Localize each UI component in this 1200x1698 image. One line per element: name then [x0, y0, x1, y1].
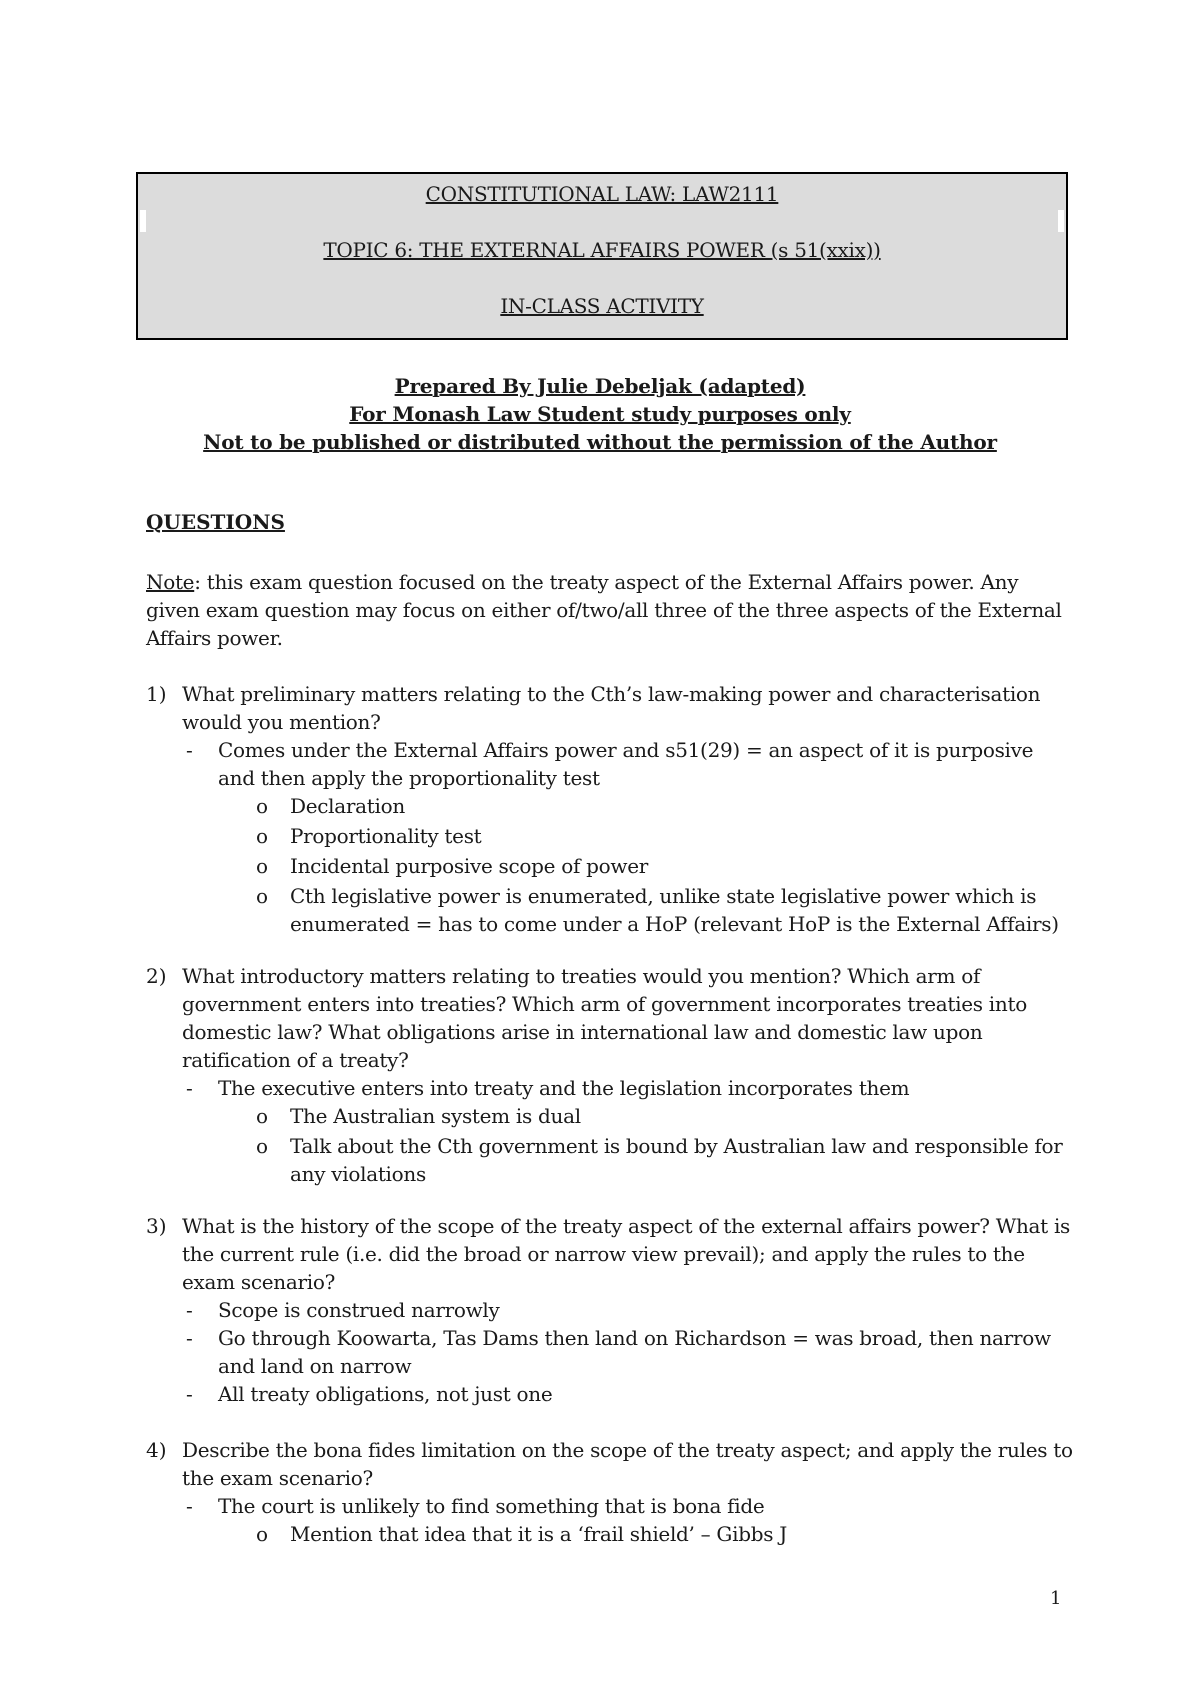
q3-dash1: Scope is construed narrowly [218, 1298, 500, 1322]
q2-sub2-line-1: Talk about the Cth government is bound by Australian law and responsible for [290, 1134, 1063, 1158]
topic-title: TOPIC 6: THE EXTERNAL AFFAIRS POWER (s 51(xxix)) [323, 238, 881, 262]
q4-number: 4) [146, 1438, 167, 1462]
q1-sub3: Incidental purposive scope of power [290, 854, 649, 878]
q3-line-1: What is the history of the scope of the treaty aspect of the external affairs power? What is [182, 1214, 1071, 1238]
note-line-2: given exam question may focus on either of/two/all three of the three aspects of the External [146, 598, 1062, 622]
q1-sub4-line-2: enumerated = has to come under a HoP (relevant HoP is the External Affairs) [290, 912, 1059, 936]
note-text-1: : this exam question focused on the treaty aspect of the External Affairs power. Any [194, 570, 1019, 594]
q1-line-2: would you mention? [182, 710, 381, 734]
q3-line-3: exam scenario? [182, 1270, 335, 1294]
q1-sub3-marker: o [256, 854, 269, 878]
q3-dash3-marker: - [186, 1382, 193, 1406]
q2-line-2: government enters into treaties? Which arm of government incorporates treaties into [182, 992, 1027, 1016]
q2-line-4: ratification of a treaty? [182, 1048, 409, 1072]
q3-dash1-marker: - [186, 1298, 193, 1322]
title-box [136, 172, 1068, 340]
note-line-1 [146, 568, 1018, 596]
q2-sub1: The Australian system is dual [290, 1104, 581, 1128]
q3-dash2-marker: - [186, 1326, 193, 1350]
q2-dash-marker: - [186, 1076, 193, 1100]
q1-dash-marker: - [186, 738, 193, 762]
q2-line-1: What introductory matters relating to treaties would you mention? Which arm of [182, 964, 981, 988]
q4-line-1: Describe the bona fides limitation on the scope of the treaty aspect; and apply the rules to [182, 1438, 1073, 1462]
q2-number: 2) [146, 964, 167, 988]
q4-dash1: The court is unlikely to find something that is bona fide [218, 1494, 765, 1518]
q4-sub1-marker: o [256, 1522, 269, 1546]
q1-sub1: Declaration [290, 794, 405, 818]
q1-dash1-line-1: Comes under the External Affairs power and s51(29) = an aspect of it is purposive [218, 738, 1034, 762]
box-edge-mark-right [1058, 210, 1064, 232]
q2-sub2-marker: o [256, 1134, 269, 1158]
q2-dash1: The executive enters into treaty and the legislation incorporates them [218, 1076, 910, 1100]
q3-dash2-line-2: and land on narrow [218, 1354, 412, 1378]
note-label: Note [146, 570, 195, 594]
note-line-3: Affairs power. [146, 626, 283, 650]
q1-sub4-marker: o [256, 884, 269, 908]
q1-line-1: What preliminary matters relating to the Cth’s law-making power and characterisation [182, 682, 1041, 706]
q1-dash1-line-2: and then apply the proportionality test [218, 766, 600, 790]
purpose-note: For Monash Law Student study purposes only [349, 402, 851, 426]
prepared-by: Prepared By Julie Debeljak (adapted) [394, 374, 806, 398]
questions-heading: QUESTIONS [146, 510, 285, 534]
q2-sub1-marker: o [256, 1104, 269, 1128]
page-number: 1 [1050, 1588, 1062, 1609]
q1-number: 1) [146, 682, 167, 706]
q1-sub2-marker: o [256, 824, 269, 848]
box-edge-mark-left [140, 210, 146, 232]
q4-dash-marker: - [186, 1494, 193, 1518]
course-title: CONSTITUTIONAL LAW: LAW2111 [425, 182, 779, 206]
distribution-note: Not to be published or distributed without the permission of the Author [203, 430, 997, 454]
q1-sub4-line-1: Cth legislative power is enumerated, unlike state legislative power which is [290, 884, 1037, 908]
q2-sub2-line-2: any violations [290, 1162, 426, 1186]
q1-sub1-marker: o [256, 794, 269, 818]
q3-dash3: All treaty obligations, not just one [218, 1382, 553, 1406]
q3-dash2-line-1: Go through Koowarta, Tas Dams then land on Richardson = was broad, then narrow [218, 1326, 1051, 1350]
q1-sub2: Proportionality test [290, 824, 482, 848]
q3-number: 3) [146, 1214, 167, 1238]
activity-title: IN-CLASS ACTIVITY [500, 294, 704, 318]
q2-line-3: domestic law? What obligations arise in international law and domestic law upon [182, 1020, 983, 1044]
q4-sub1: Mention that idea that it is a ‘frail shield’ – Gibbs J [290, 1522, 787, 1546]
q4-line-2: the exam scenario? [182, 1466, 373, 1490]
q3-line-2: the current rule (i.e. did the broad or narrow view prevail); and apply the rules to the [182, 1242, 1025, 1266]
